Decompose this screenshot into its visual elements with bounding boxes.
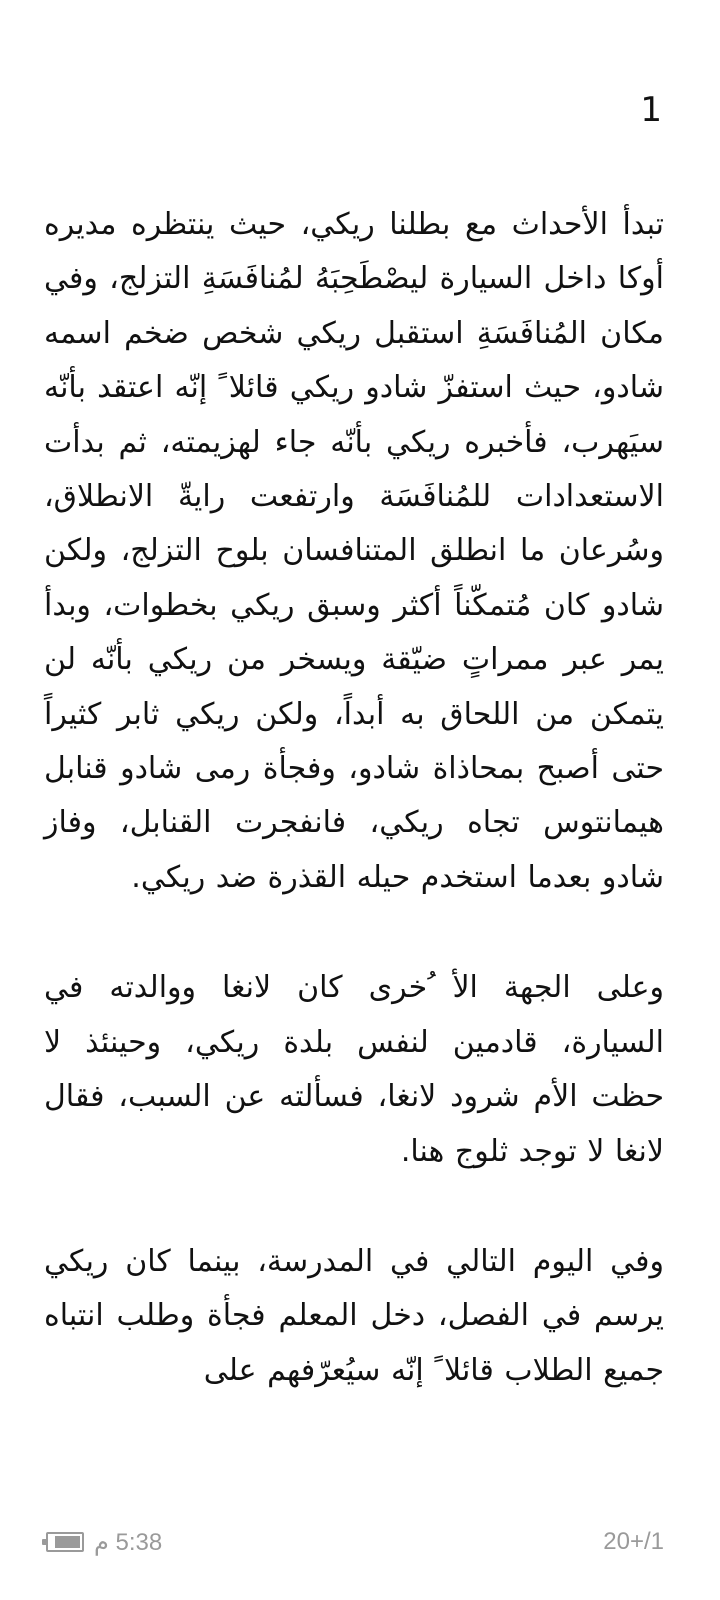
- battery-fill: [55, 1536, 81, 1548]
- paragraph-3: وفي اليوم التالي في المدرسة، بينما كان ريكي يرسم في الفصل، دخل المعلم فجأة وطلب انتباه جميع الطلاب قائلا ً إنّه سيُعرّفهم على: [44, 1243, 664, 1388]
- battery-icon: [46, 1532, 84, 1552]
- chapter-number: 1: [640, 90, 662, 130]
- paragraph-2: وعلى الجهة الأ ُخرى كان لانغا ووالدته في السيارة، قادمين لنفس بلدة ريكي، وحينئذ لا حظت الأم شرود لانغا، فسألته عن السبب، فقال لانغا لا توجد ثلوج هنا.: [44, 970, 664, 1169]
- status-time: 5:38 م: [94, 1528, 163, 1556]
- paragraph-1: تبدأ الأحداث مع بطلنا ريكي، حيث ينتظره مديره أوكا داخل السيارة ليصْطَحِبَهُ لمُنافَسَةِ التزلج، وفي مكان المُنافَسَةِ استقبل ريكي شخص ضخم اسمه شادو، حيث استفزّ شادو ريكي قائلا ً إنّه اعتقد بأنّه سيَهرب، فأخبره ريكي بأنّه جاء لهزيمته، ثم بدأت الاستعدادات للمُنافَسَة وارتفعت رايةّ الانطلاق، وسُرعان ما انطلق المتنافسان بلوح التزلج، ولكن شادو كان مُتمكّناً أكثر وسبق ريكي بخطوات، وبدأ يمر عبر ممراتٍ ضيّقة ويسخر من ريكي بأنّه لن يتمكن من اللحاق به أبداً، ولكن ريكي ثابر كثيراً حتى أصبح بمحاذاة شادو، وفجأة رمى شادو قنابل هيمانتوس تجاه ريكي، فانفجرت القنابل، وفاز شادو بعدما استخدم حيله القذرة ضد ريكي.: [44, 207, 664, 895]
- status-left: [40, 1528, 162, 1557]
- reader-text[interactable]: [44, 198, 664, 1454]
- reader-status-bar: [40, 1526, 664, 1558]
- page-progress: 20+/1: [603, 1528, 664, 1555]
